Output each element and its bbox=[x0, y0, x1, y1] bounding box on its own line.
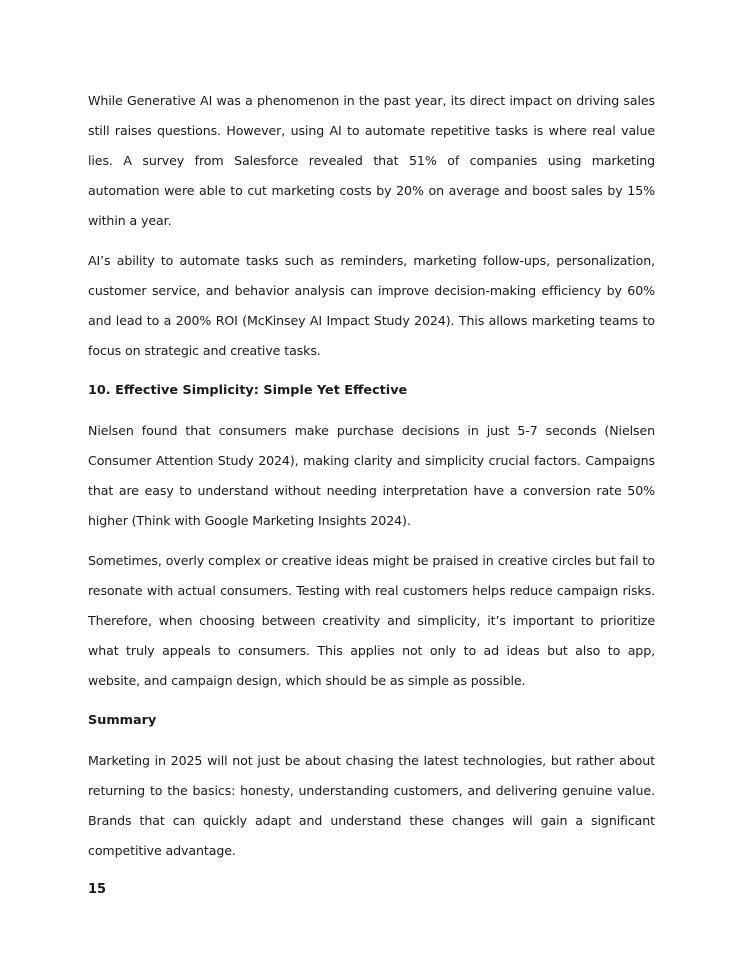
section-10-paragraph-2: Sometimes, overly complex or creative ideas might be praised in creative circles but fail to resonate with actual consumers. Testing with real customers helps reduce campaign risks. Therefore, when choosing between creativity and simplicity, it’s important to prioritize what truly appeals to consumers. This applies not only to ad ideas but also to app, website, and campaign design, which should be as simple as possible. bbox=[88, 553, 655, 688]
summary-paragraph-1: Marketing in 2025 will not just be about chasing the latest technologies, but rather about returning to the basics: honesty, understanding customers, and delivering genuine value. Brands that can quickly adapt and understand these changes will gain a significant competitive advantage. bbox=[88, 753, 655, 858]
intro-paragraph-2: AI’s ability to automate tasks such as reminders, marketing follow-ups, personalization, customer service, and behavior analysis can improve decision-making efficiency by 60% and lead to a 200% ROI (McKinsey AI Impact Study 2024). This allows marketing teams to focus on strategic and creative tasks. bbox=[88, 253, 655, 358]
page-content bbox=[88, 86, 655, 876]
section-10-paragraph-1: Nielsen found that consumers make purchase decisions in just 5-7 seconds (Nielsen Consumer Attention Study 2024), making clarity and simplicity crucial factors. Campaigns that are easy to understand without needing interpretation have a conversion rate 50% higher (Think with Google Marketing Insights 2024). bbox=[88, 423, 655, 528]
page-number: 15 bbox=[88, 882, 107, 897]
intro-paragraph-1: While Generative AI was a phenomenon in the past year, its direct impact on driving sales still raises questions. However, using AI to automate repetitive tasks is where real value lies. A survey from Salesforce revealed that 51% of companies using marketing automation were able to cut marketing costs by 20% on average and boost sales by 15% within a year. bbox=[88, 93, 655, 228]
section-10-heading: 10. Effective Simplicity: Simple Yet Effective bbox=[88, 383, 408, 398]
summary-heading: Summary bbox=[88, 713, 157, 728]
